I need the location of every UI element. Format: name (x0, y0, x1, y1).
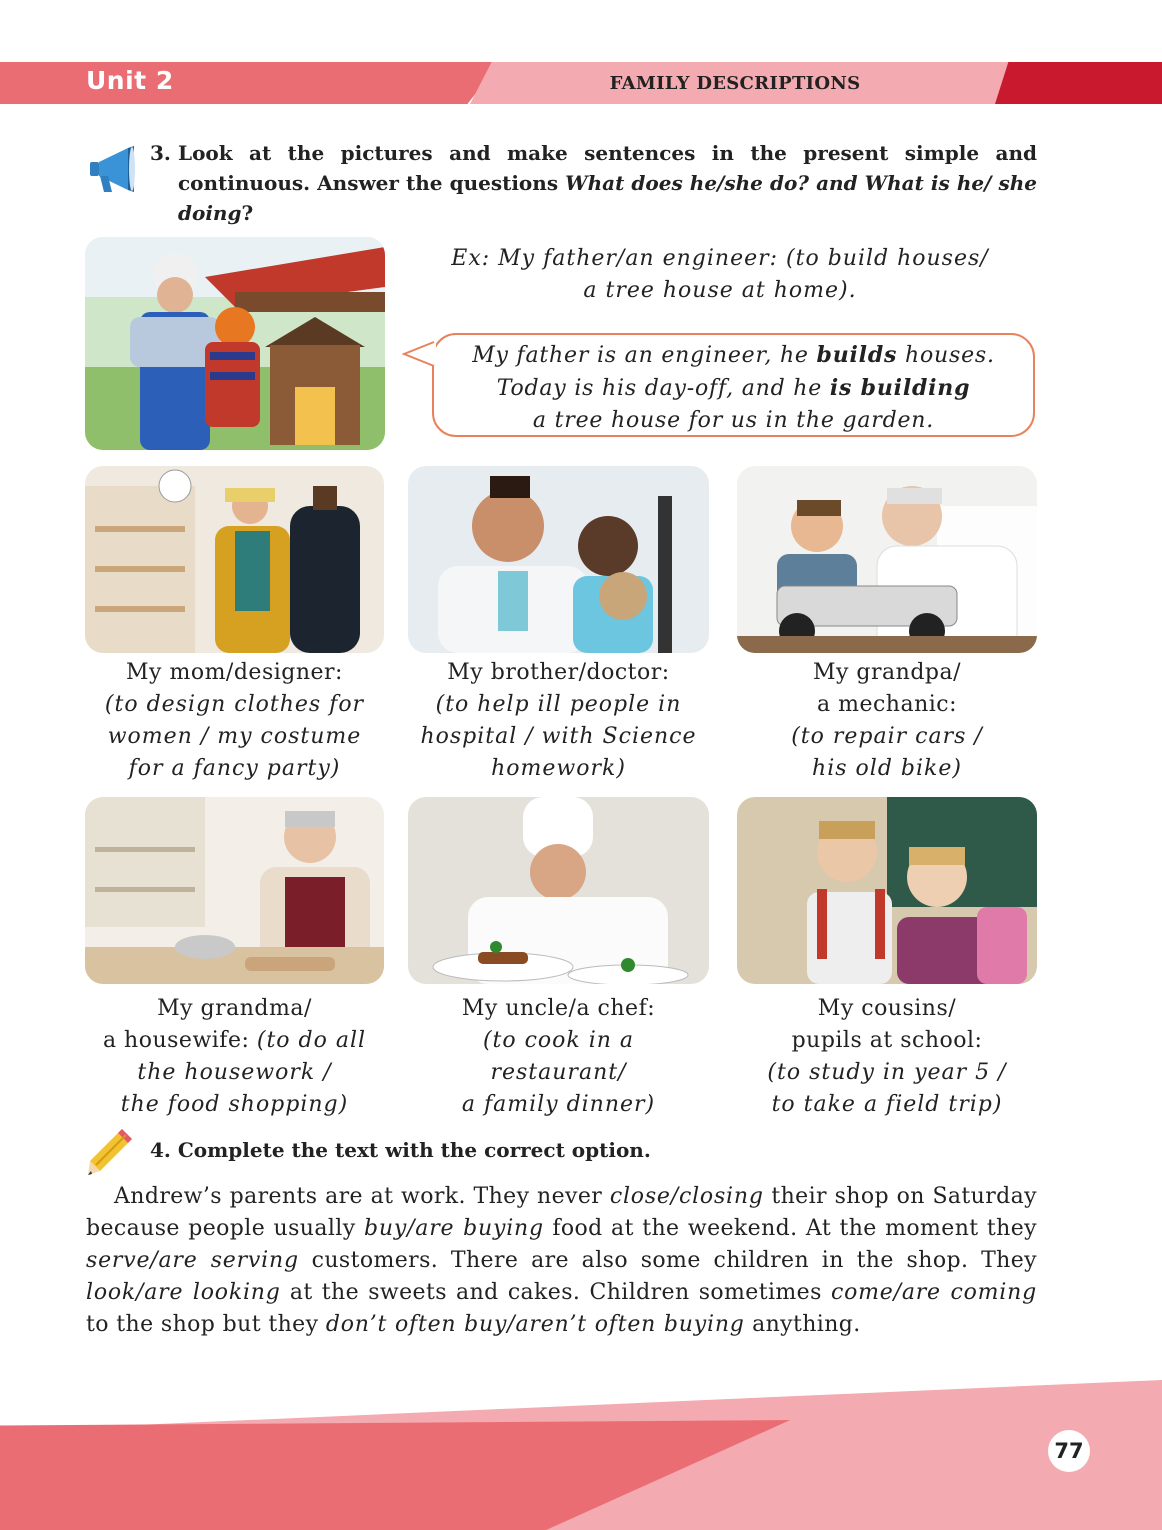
caption-mom-line3: for a fancy party) (128, 756, 341, 781)
caption-mom-title: My mom/designer: (126, 660, 343, 685)
bubble-line1-end: houses. (897, 343, 995, 368)
para-text: to the shop but they (86, 1312, 326, 1337)
photo-grandpa-mechanic (737, 466, 1037, 653)
task4-instruction-text: Complete the text with the correct option. (177, 1138, 651, 1162)
caption-grandpa-job: a mechanic: (816, 692, 958, 717)
caption-brother-line3: homework) (491, 756, 626, 781)
caption-cousins-title: My cousins/ (817, 996, 957, 1021)
task4-number: 4. (150, 1138, 171, 1162)
caption-grandpa-title: My grandpa/ (812, 660, 962, 685)
option-come-are-coming: come/are coming (830, 1280, 1037, 1305)
caption-cousins-line2: to take a field trip) (771, 1092, 1003, 1117)
caption-grandma-line1: (to do all (256, 1028, 367, 1053)
bubble-highlight-continuous: is building (829, 375, 971, 401)
caption-uncle-chef (408, 993, 709, 1121)
caption-grandma-line2: the housework / (137, 1060, 332, 1085)
bubble-line1-start: My father is an engineer, he (472, 343, 817, 368)
task3-instruction-text: Look at the pictures and make sentences in the present simple and continuous. Answer the questions (178, 141, 1037, 195)
caption-mom-line2: women / my costume (107, 724, 362, 749)
header-band-right (995, 62, 1162, 104)
para-text: at the sweets and cakes. Children sometimes (280, 1280, 831, 1305)
para-text: their shop on Saturday because people usually (86, 1184, 1037, 1241)
option-buy-are-buying: buy/are buying (363, 1216, 544, 1241)
example-line-1: Ex: My father/an engineer: (to build houses/ (451, 246, 989, 271)
page-number: 77 (1048, 1430, 1090, 1472)
caption-grandpa-line2: his old bike) (812, 756, 962, 781)
caption-grandma-title: My grandma/ (157, 996, 312, 1021)
photo-brother-doctor (408, 466, 709, 653)
option-serve-are-serving: serve/are serving (86, 1248, 299, 1273)
task4-instruction (150, 1138, 651, 1162)
caption-brother-line2: hospital / with Science (420, 724, 697, 749)
example-line-2: a tree house at home). (583, 278, 857, 303)
caption-cousins-pupils (737, 993, 1037, 1121)
bubble-line2-start: Today is his day-off, and he (496, 376, 830, 401)
option-look-are-looking: look/are looking (86, 1280, 281, 1305)
bubble-highlight-simple: builds (816, 342, 898, 368)
megaphone-icon (88, 142, 138, 198)
task3-question-mark: ? (241, 201, 254, 225)
header-band-left (0, 62, 500, 104)
caption-mom-designer (85, 657, 384, 785)
para-text: Andrew’s parents are at work. They never (114, 1184, 610, 1209)
para-text: customers. There are also some children in the shop. They (298, 1248, 1037, 1273)
caption-brother-title: My brother/doctor: (447, 660, 670, 685)
section-title: FAMILY DESCRIPTIONS (609, 73, 861, 94)
bubble-line3: a tree house for us in the garden. (532, 408, 935, 433)
caption-grandma-job: a housewife: (102, 1028, 257, 1053)
caption-grandpa-line1: (to repair cars / (791, 724, 983, 749)
example-text (400, 243, 1040, 307)
photo-uncle-chef (408, 797, 709, 984)
task3-questions: What does he/she do? and What is he/ she doing (178, 171, 1037, 225)
task4-paragraph (86, 1181, 1037, 1341)
speech-bubble-text (432, 339, 1035, 437)
caption-cousins-job: pupils at school: (791, 1028, 983, 1053)
caption-mom-line1: (to design clothes for (104, 692, 365, 717)
caption-brother-doctor (408, 657, 709, 785)
photo-grandma-housewife (85, 797, 384, 984)
caption-cousins-line1: (to study in year 5 / (767, 1060, 1007, 1085)
caption-uncle-line1: (to cook in a (482, 1028, 635, 1053)
caption-brother-line1: (to help ill people in (435, 692, 682, 717)
option-close-closing: close/closing (609, 1184, 764, 1209)
para-text: food at the weekend. At the moment they (543, 1216, 1037, 1241)
caption-uncle-line2: restaurant/ (490, 1060, 627, 1085)
photo-cousins-pupils (737, 797, 1037, 984)
pencil-icon (86, 1127, 136, 1183)
task3-instruction (150, 138, 1037, 228)
option-dont-often-buy: don’t often buy/aren’t often buying (325, 1312, 745, 1337)
photo-mom-designer (85, 466, 384, 653)
unit-label: Unit 2 (86, 66, 174, 95)
caption-grandma-housewife (85, 993, 384, 1121)
photo-father-building (85, 237, 385, 450)
task3-number: 3. (150, 141, 171, 165)
caption-uncle-line3: a family dinner) (461, 1092, 656, 1117)
speech-bubble-tail (402, 340, 436, 370)
caption-grandma-line3: the food shopping) (120, 1092, 349, 1117)
caption-uncle-title: My uncle/a chef: (461, 996, 656, 1021)
caption-grandpa-mechanic (737, 657, 1037, 785)
para-text: anything. (744, 1312, 861, 1337)
